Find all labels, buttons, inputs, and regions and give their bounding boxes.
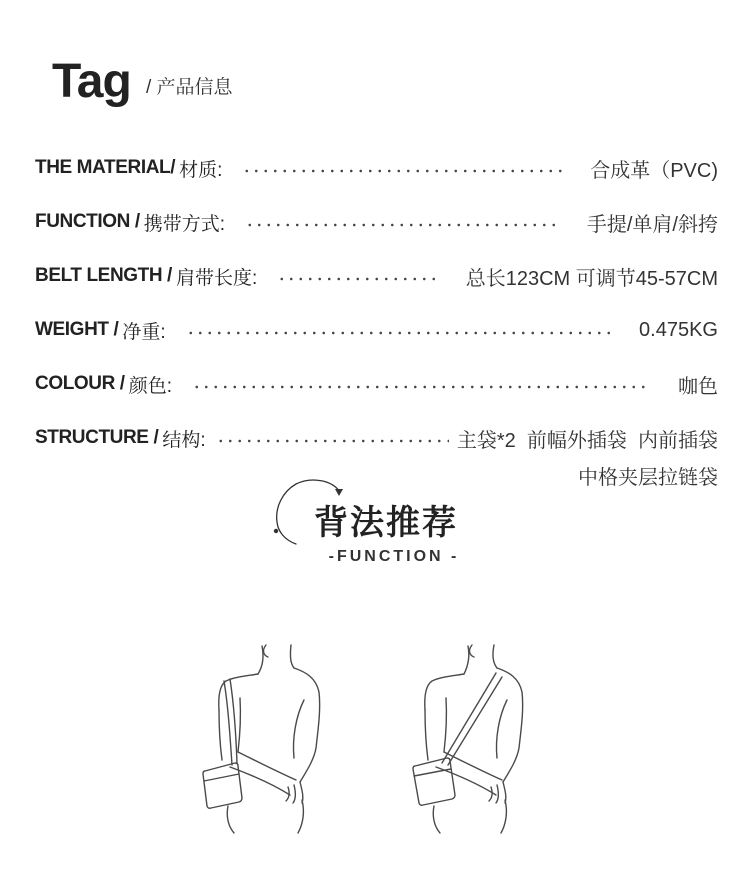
spec-label-cn: 肩带长度: <box>175 267 258 289</box>
spec-row-material <box>35 153 718 183</box>
spec-label-en: COLOUR / <box>35 373 125 394</box>
dotted-leader <box>277 277 437 281</box>
bag-flap <box>414 769 451 776</box>
spec-label <box>35 317 166 344</box>
spec-label-en: THE MATERIAL/ <box>35 157 176 178</box>
hand-finger <box>293 785 295 803</box>
left-outer-arm-line <box>219 710 222 760</box>
spec-label <box>35 263 257 290</box>
spec-value: 手提/单肩/斜挎 <box>586 213 718 236</box>
right-torso-line <box>496 700 507 758</box>
crossbody-strap <box>448 677 502 765</box>
spec-value: 合成革（PVC) <box>590 159 718 182</box>
ear-line <box>264 645 268 657</box>
spec-value: 总长123CM 可调节45-57CM <box>465 267 718 290</box>
spec-label-en: STRUCTURE / <box>35 427 159 448</box>
spec-label-cn: 颜色: <box>128 375 172 397</box>
left-shoulder-line <box>425 674 464 710</box>
spec-value: 咖色 <box>678 375 718 398</box>
spec-row-function <box>35 207 718 237</box>
dotted-leader <box>186 331 611 335</box>
tag-title: Tag <box>52 55 131 108</box>
carry-style-illustrations <box>190 635 540 840</box>
spec-label-cn: 结构: <box>162 429 206 451</box>
spec-label-en: WEIGHT / <box>35 319 119 340</box>
figure-shoulder-carry <box>203 645 320 833</box>
spec-label-cn: 携带方式: <box>143 213 225 235</box>
hand-finger <box>489 787 492 801</box>
right-torso-line <box>293 700 304 758</box>
section-title: 背法推荐 <box>314 504 458 542</box>
spec-label-en: BELT LENGTH / <box>35 265 172 286</box>
spec-label <box>35 425 206 452</box>
section-subtitle: -FUNCTION - <box>328 548 460 565</box>
right-shoulder-arm-line <box>294 668 320 782</box>
spec-list <box>35 153 718 493</box>
spec-value: 主袋*2 前幅外插袋 内前插袋 <box>456 429 718 452</box>
spec-label <box>35 155 222 182</box>
arc-dot <box>274 529 278 533</box>
arrow-head <box>335 489 343 496</box>
spec-value-line2: 中格夹层拉链袋 <box>578 467 718 489</box>
right-hip-line <box>501 800 506 833</box>
crossbody-strap <box>442 673 496 763</box>
spec-label-cn: 材质: <box>179 159 223 181</box>
spec-label <box>35 371 172 398</box>
neck-left-line <box>464 646 469 674</box>
right-hip-line <box>298 800 303 833</box>
spec-value: 0.475KG <box>639 318 718 341</box>
neck-right-line <box>493 645 497 668</box>
spec-label <box>35 209 225 236</box>
spec-label-cn: 净重: <box>122 321 166 343</box>
dotted-leader <box>242 169 562 173</box>
neck-left-line <box>258 646 263 674</box>
figure-crossbody-carry <box>413 645 523 833</box>
bag-strap <box>224 681 232 765</box>
left-inner-arm-line <box>238 698 240 752</box>
left-hip-line <box>433 806 440 833</box>
dotted-leader <box>192 385 650 389</box>
left-outer-arm-line <box>425 710 428 760</box>
tag-subtitle: / 产品信息 <box>146 77 233 98</box>
spec-row-weight <box>35 315 718 345</box>
neck-right-line <box>290 645 294 668</box>
spec-label-en: FUNCTION / <box>35 211 140 232</box>
left-shoulder-line <box>219 674 258 710</box>
left-inner-arm-line <box>444 698 446 752</box>
spec-row-belt-length <box>35 261 718 291</box>
dotted-leader <box>216 439 449 443</box>
ear-line <box>470 645 474 657</box>
spec-row-structure <box>35 423 718 453</box>
forearm-lower-line <box>436 767 496 795</box>
left-hip-line <box>227 806 234 833</box>
forearm-upper-line <box>238 752 296 780</box>
bag-flap <box>204 774 239 781</box>
right-shoulder-arm-line <box>497 668 523 782</box>
dotted-leader <box>245 223 559 227</box>
hand-finger <box>496 785 498 803</box>
spec-row-colour <box>35 369 718 399</box>
